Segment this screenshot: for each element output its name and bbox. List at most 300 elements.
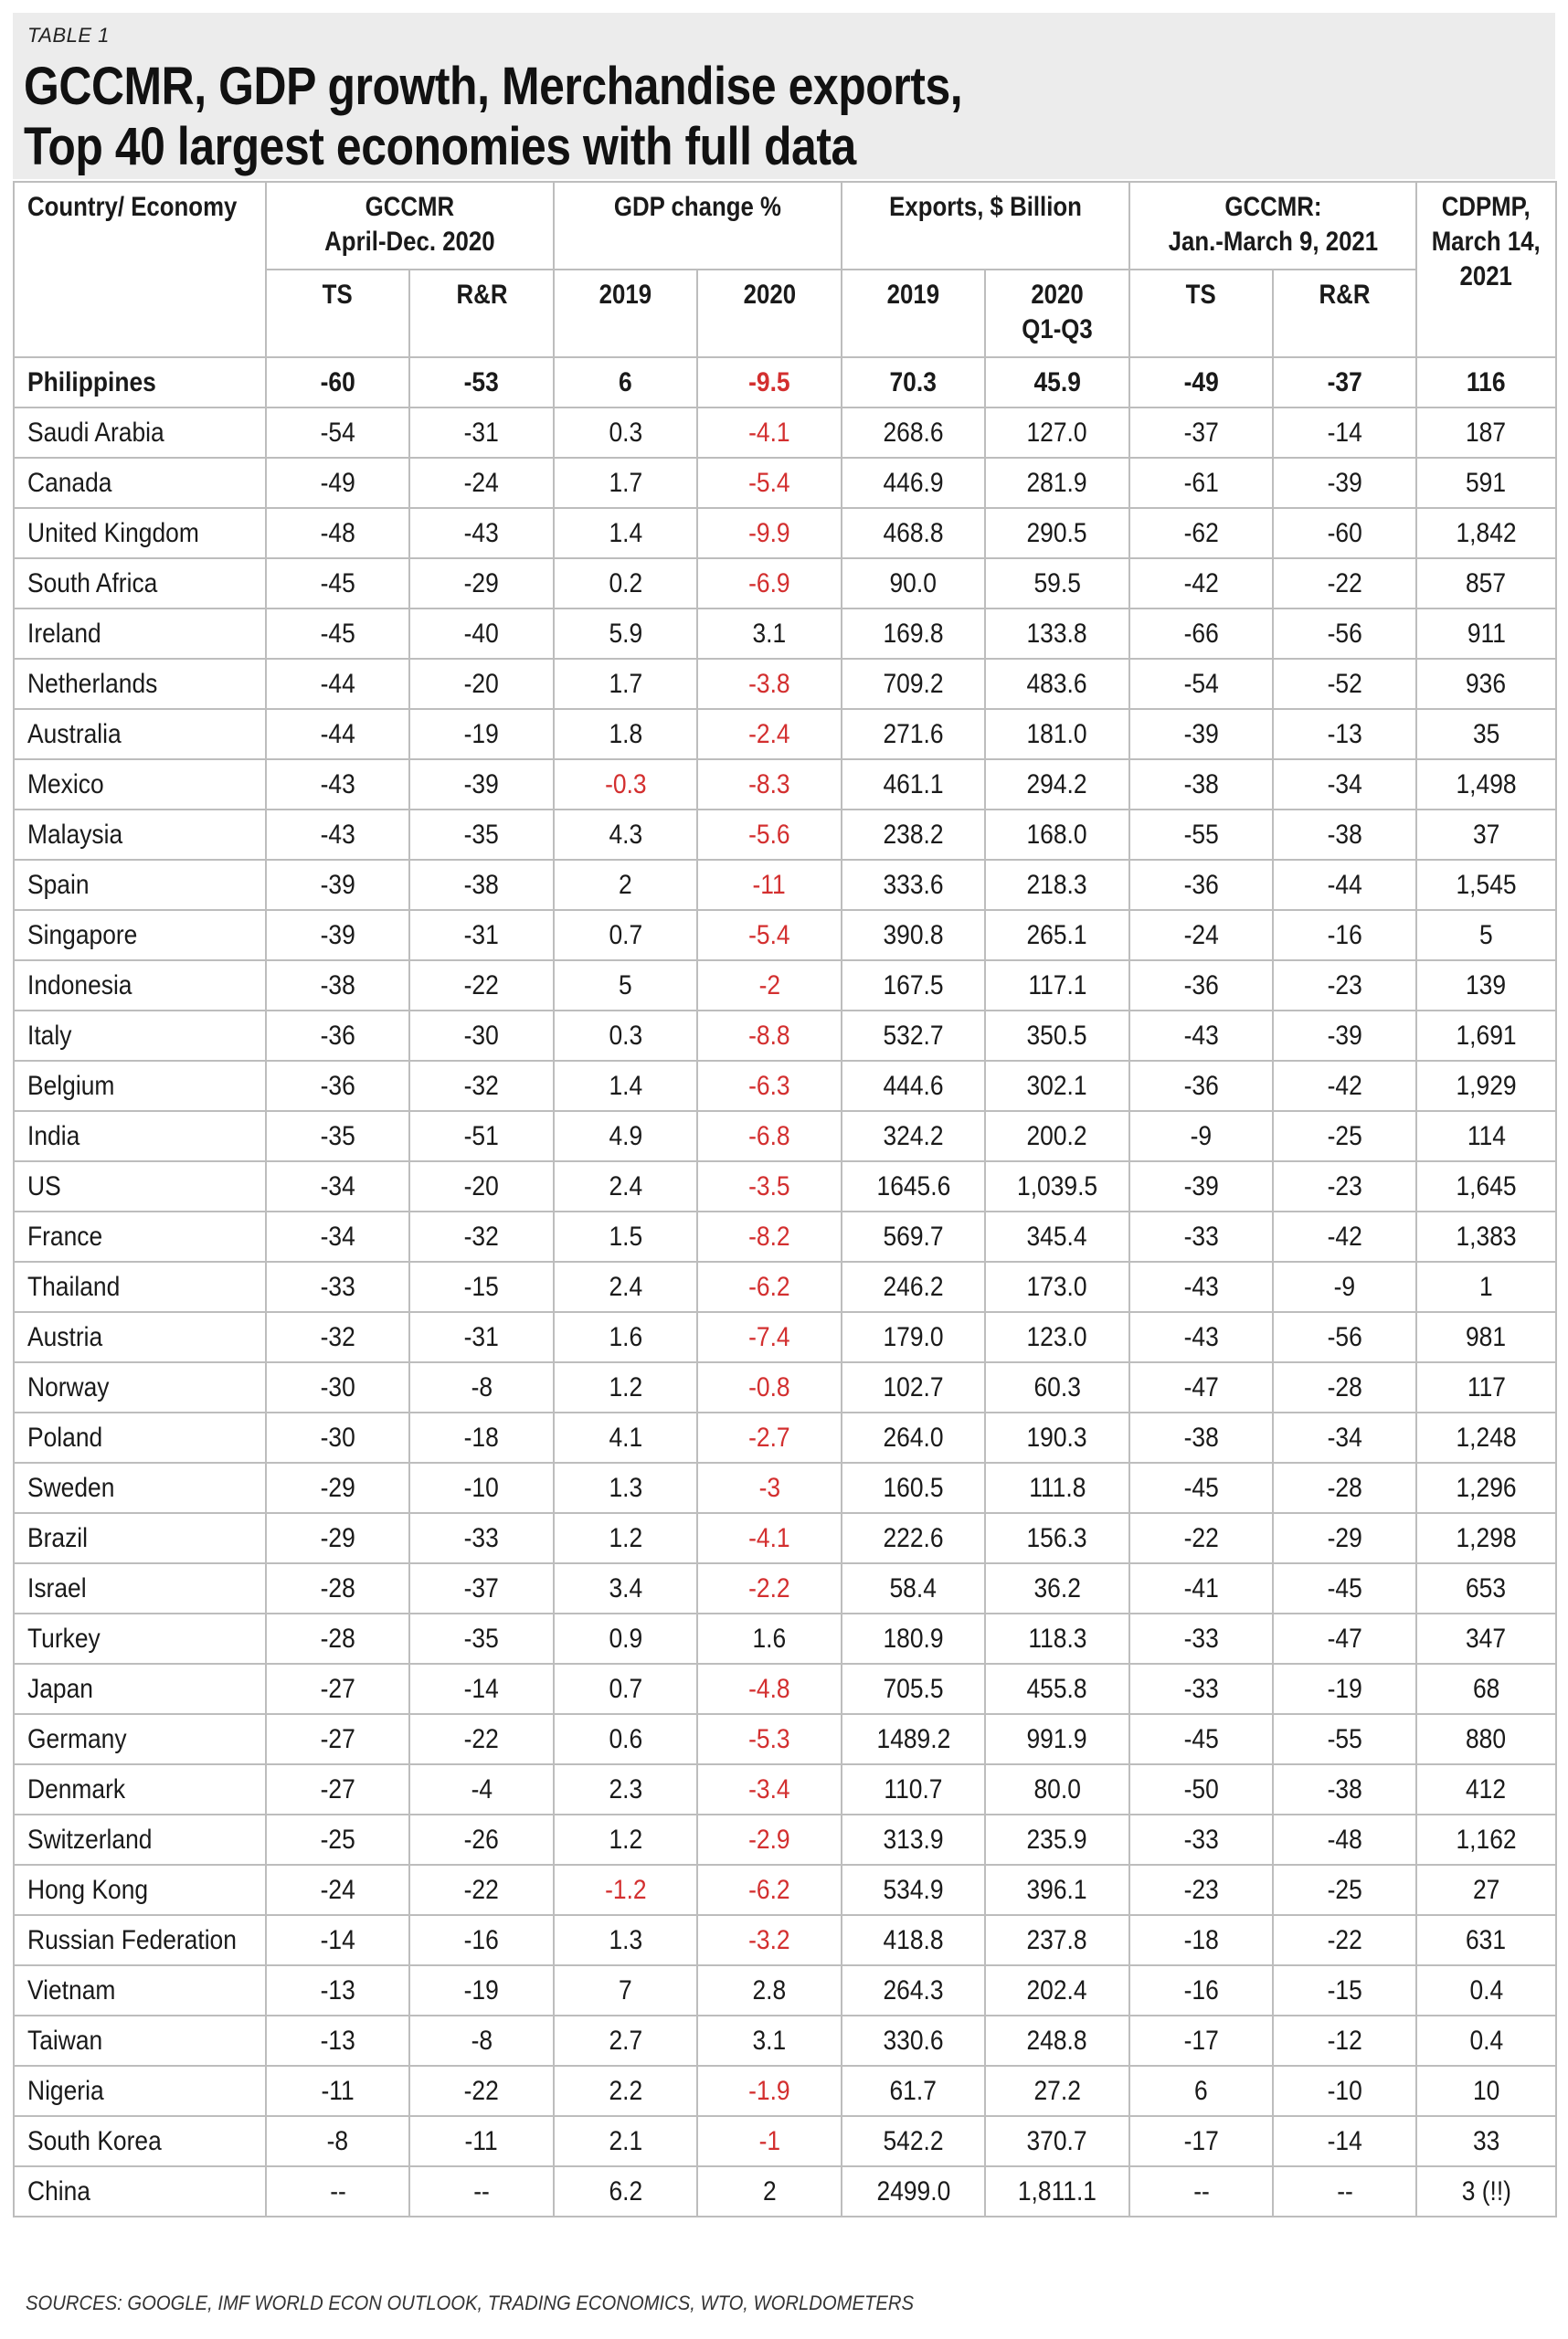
cell-gccmr-2021-ts: 6 <box>1129 2066 1273 2116</box>
cell-gccmr-2020-rr: -53 <box>409 357 554 407</box>
cell-exports-2020-q1-q3: 345.4 <box>985 1212 1129 1262</box>
cell-cdpmp: 1,383 <box>1416 1212 1556 1262</box>
cell-exports-2019: 390.8 <box>842 910 985 960</box>
cell-gdp-2019: 1.8 <box>554 709 697 759</box>
table-row <box>14 2166 1556 2217</box>
cell-gccmr-2021-ts: -41 <box>1129 1563 1273 1614</box>
cell-exports-2019: 444.6 <box>842 1061 985 1111</box>
cell-gccmr-2020-ts: -39 <box>266 860 409 910</box>
cell-exports-2019: 61.7 <box>842 2066 985 2116</box>
cell-cdpmp: 1,298 <box>1416 1513 1556 1563</box>
cell-cdpmp: 3 (!!) <box>1416 2166 1556 2217</box>
cell-gccmr-2021-ts: -36 <box>1129 1061 1273 1111</box>
cell-country: Sweden <box>14 1463 266 1513</box>
cell-exports-2020-q1-q3: 36.2 <box>985 1563 1129 1614</box>
cell-gdp-2020: 2 <box>697 2166 842 2217</box>
cell-country: Malaysia <box>14 810 266 860</box>
cell-exports-2019: 333.6 <box>842 860 985 910</box>
cell-gdp-2020: -5.4 <box>697 910 842 960</box>
cell-gccmr-2020-ts: -29 <box>266 1513 409 1563</box>
table-row <box>14 2016 1556 2066</box>
cell-gccmr-2021-ts: -9 <box>1129 1111 1273 1161</box>
cell-gccmr-2021-ts: -61 <box>1129 458 1273 508</box>
table-row <box>14 1714 1556 1764</box>
cell-exports-2020-q1-q3: 991.9 <box>985 1714 1129 1764</box>
cell-gdp-2019: 1.5 <box>554 1212 697 1262</box>
cell-gccmr-2021-ts: -33 <box>1129 1664 1273 1714</box>
cell-exports-2020-q1-q3: 123.0 <box>985 1312 1129 1362</box>
cell-gccmr-2020-rr: -14 <box>409 1664 554 1714</box>
cell-gccmr-2020-ts: -43 <box>266 759 409 810</box>
cell-gdp-2020: -4.1 <box>697 1513 842 1563</box>
cell-cdpmp: 1,645 <box>1416 1161 1556 1212</box>
cell-exports-2019: 169.8 <box>842 609 985 659</box>
cell-gccmr-2020-rr: -8 <box>409 2016 554 2066</box>
table-row <box>14 609 1556 659</box>
table-row <box>14 1262 1556 1312</box>
cell-gccmr-2021-ts: -33 <box>1129 1614 1273 1664</box>
cell-gccmr-2021-ts: -43 <box>1129 1262 1273 1312</box>
cell-gdp-2019: 0.3 <box>554 407 697 458</box>
cell-gccmr-2021-rr: -25 <box>1273 1865 1416 1915</box>
table-row <box>14 2116 1556 2166</box>
cell-gdp-2019: 1.3 <box>554 1915 697 1965</box>
cell-cdpmp: 37 <box>1416 810 1556 860</box>
cell-gccmr-2020-rr: -33 <box>409 1513 554 1563</box>
cell-exports-2020-q1-q3: 133.8 <box>985 609 1129 659</box>
cell-exports-2020-q1-q3: 181.0 <box>985 709 1129 759</box>
cell-gccmr-2021-ts: -22 <box>1129 1513 1273 1563</box>
cell-gccmr-2020-rr: -15 <box>409 1262 554 1312</box>
cell-gccmr-2021-rr: -25 <box>1273 1111 1416 1161</box>
cell-gccmr-2020-rr: -22 <box>409 960 554 1011</box>
cell-gccmr-2020-rr: -35 <box>409 810 554 860</box>
cell-gccmr-2021-ts: -16 <box>1129 1965 1273 2016</box>
cell-gdp-2020: -2.7 <box>697 1413 842 1463</box>
cell-gccmr-2020-ts: -49 <box>266 458 409 508</box>
cell-gdp-2020: -6.2 <box>697 1865 842 1915</box>
table-row <box>14 2066 1556 2116</box>
cell-gccmr-2020-ts: -45 <box>266 558 409 609</box>
title-line-2: Top 40 largest economies with full data <box>24 117 856 176</box>
table-row <box>14 357 1556 407</box>
cell-gccmr-2021-rr: -34 <box>1273 759 1416 810</box>
cell-cdpmp: 1,545 <box>1416 860 1556 910</box>
cell-gccmr-2020-ts: -39 <box>266 910 409 960</box>
cell-gdp-2019: 1.2 <box>554 1815 697 1865</box>
cell-exports-2019: 446.9 <box>842 458 985 508</box>
cell-exports-2020-q1-q3: 235.9 <box>985 1815 1129 1865</box>
cell-gdp-2019: 2.4 <box>554 1161 697 1212</box>
cell-gdp-2019: 3.4 <box>554 1563 697 1614</box>
cell-gccmr-2020-rr: -16 <box>409 1915 554 1965</box>
cell-country: Singapore <box>14 910 266 960</box>
cell-gccmr-2021-ts: -24 <box>1129 910 1273 960</box>
table-row <box>14 860 1556 910</box>
cell-gccmr-2020-rr: -35 <box>409 1614 554 1664</box>
subheader-ts-2020: TS <box>266 270 409 357</box>
cell-gccmr-2020-rr: -26 <box>409 1815 554 1865</box>
subheader-rr-2020: R&R <box>409 270 554 357</box>
cell-gdp-2020: 3.1 <box>697 2016 842 2066</box>
cell-gccmr-2020-rr: -31 <box>409 407 554 458</box>
cell-gdp-2020: -8.2 <box>697 1212 842 1262</box>
cell-gccmr-2021-ts: -39 <box>1129 1161 1273 1212</box>
cell-gccmr-2021-rr: -23 <box>1273 960 1416 1011</box>
table-label: TABLE 1 <box>27 24 110 47</box>
table-row <box>14 407 1556 458</box>
cell-exports-2019: 167.5 <box>842 960 985 1011</box>
cell-gccmr-2020-ts: -25 <box>266 1815 409 1865</box>
header-exports: Exports, $ Billion <box>842 182 1129 270</box>
cell-cdpmp: 10 <box>1416 2066 1556 2116</box>
cell-gccmr-2020-ts: -13 <box>266 2016 409 2066</box>
cell-exports-2020-q1-q3: 202.4 <box>985 1965 1129 2016</box>
cell-gccmr-2020-rr: -31 <box>409 910 554 960</box>
cell-exports-2019: 330.6 <box>842 2016 985 2066</box>
cell-exports-2020-q1-q3: 173.0 <box>985 1262 1129 1312</box>
cell-gdp-2020: -3 <box>697 1463 842 1513</box>
table-row <box>14 709 1556 759</box>
cell-country: Canada <box>14 458 266 508</box>
cell-country: Ireland <box>14 609 266 659</box>
cell-country: Turkey <box>14 1614 266 1664</box>
cell-gccmr-2021-ts: -45 <box>1129 1463 1273 1513</box>
table-row <box>14 1815 1556 1865</box>
cell-gdp-2019: 7 <box>554 1965 697 2016</box>
cell-gccmr-2021-ts: -38 <box>1129 1413 1273 1463</box>
cell-gdp-2020: -6.9 <box>697 558 842 609</box>
cell-gdp-2020: -7.4 <box>697 1312 842 1362</box>
cell-exports-2019: 569.7 <box>842 1212 985 1262</box>
cell-gccmr-2021-ts: -17 <box>1129 2016 1273 2066</box>
cell-gccmr-2020-ts: -44 <box>266 709 409 759</box>
cell-country: Austria <box>14 1312 266 1362</box>
cell-gccmr-2020-ts: -28 <box>266 1563 409 1614</box>
cell-gccmr-2021-rr: -19 <box>1273 1664 1416 1714</box>
cell-country: France <box>14 1212 266 1262</box>
cell-gccmr-2020-rr: -8 <box>409 1362 554 1413</box>
cell-gccmr-2020-rr: -32 <box>409 1061 554 1111</box>
table-row <box>14 558 1556 609</box>
cell-gccmr-2021-rr: -15 <box>1273 1965 1416 2016</box>
cell-exports-2019: 222.6 <box>842 1513 985 1563</box>
cell-gccmr-2021-rr: -28 <box>1273 1362 1416 1413</box>
cell-gdp-2020: -6.2 <box>697 1262 842 1312</box>
cell-gccmr-2021-rr: -13 <box>1273 709 1416 759</box>
cell-gccmr-2020-rr: -19 <box>409 1965 554 2016</box>
title-line-1: GCCMR, GDP growth, Merchandise exports, <box>24 57 963 116</box>
cell-exports-2019: 70.3 <box>842 357 985 407</box>
cell-exports-2020-q1-q3: 127.0 <box>985 407 1129 458</box>
cell-gdp-2019: 0.2 <box>554 558 697 609</box>
cell-gccmr-2020-ts: -43 <box>266 810 409 860</box>
cell-gccmr-2020-rr: -20 <box>409 1161 554 1212</box>
cell-gccmr-2021-rr: -47 <box>1273 1614 1416 1664</box>
cell-gccmr-2020-ts: -38 <box>266 960 409 1011</box>
cell-gdp-2019: 1.2 <box>554 1513 697 1563</box>
header-country: Country/ Economy <box>14 182 266 357</box>
cell-cdpmp: 114 <box>1416 1111 1556 1161</box>
cell-gccmr-2021-ts: -66 <box>1129 609 1273 659</box>
cell-gccmr-2020-rr: -51 <box>409 1111 554 1161</box>
cell-country: South Africa <box>14 558 266 609</box>
cell-gccmr-2021-ts: -45 <box>1129 1714 1273 1764</box>
subheader-gdp-2019: 2019 <box>554 270 697 357</box>
cell-gccmr-2021-rr: -55 <box>1273 1714 1416 1764</box>
cell-country: Switzerland <box>14 1815 266 1865</box>
subheader-exports-2020: 2020 Q1-Q3 <box>985 270 1129 357</box>
cell-gccmr-2020-ts: -44 <box>266 659 409 709</box>
cell-exports-2019: 58.4 <box>842 1563 985 1614</box>
cell-gccmr-2021-ts: -36 <box>1129 960 1273 1011</box>
cell-exports-2019: 461.1 <box>842 759 985 810</box>
cell-gccmr-2021-rr: -23 <box>1273 1161 1416 1212</box>
cell-exports-2020-q1-q3: 1,811.1 <box>985 2166 1129 2217</box>
cell-gdp-2020: -9.9 <box>697 508 842 558</box>
cell-gdp-2020: -3.5 <box>697 1161 842 1212</box>
data-table <box>13 181 1557 2217</box>
cell-exports-2020-q1-q3: 218.3 <box>985 860 1129 910</box>
cell-gccmr-2021-rr: -22 <box>1273 1915 1416 1965</box>
cell-gccmr-2021-rr: -14 <box>1273 407 1416 458</box>
cell-cdpmp: 1,929 <box>1416 1061 1556 1111</box>
cell-gccmr-2020-rr: -38 <box>409 860 554 910</box>
table-row <box>14 1614 1556 1664</box>
cell-gdp-2020: 3.1 <box>697 609 842 659</box>
table-row <box>14 1965 1556 2016</box>
cell-gdp-2019: 0.6 <box>554 1714 697 1764</box>
cell-gdp-2019: 0.9 <box>554 1614 697 1664</box>
cell-gdp-2019: 5 <box>554 960 697 1011</box>
cell-country: China <box>14 2166 266 2217</box>
cell-gdp-2020: -3.8 <box>697 659 842 709</box>
cell-exports-2019: 102.7 <box>842 1362 985 1413</box>
page-title <box>24 57 1281 177</box>
cell-gccmr-2021-rr: -10 <box>1273 2066 1416 2116</box>
cell-gccmr-2021-rr: -37 <box>1273 357 1416 407</box>
cell-exports-2019: 542.2 <box>842 2116 985 2166</box>
cell-gdp-2019: 1.3 <box>554 1463 697 1513</box>
cell-country: Norway <box>14 1362 266 1413</box>
cell-cdpmp: 117 <box>1416 1362 1556 1413</box>
cell-gccmr-2021-rr: -52 <box>1273 659 1416 709</box>
cell-exports-2020-q1-q3: 190.3 <box>985 1413 1129 1463</box>
cell-gccmr-2021-ts: -36 <box>1129 860 1273 910</box>
cell-country: Australia <box>14 709 266 759</box>
cell-country: Vietnam <box>14 1965 266 2016</box>
cell-gdp-2020: 2.8 <box>697 1965 842 2016</box>
cell-gdp-2020: -4.8 <box>697 1664 842 1714</box>
cell-gccmr-2020-ts: -54 <box>266 407 409 458</box>
cell-country: Philippines <box>14 357 266 407</box>
table-row <box>14 1312 1556 1362</box>
cell-gccmr-2021-rr: -34 <box>1273 1413 1416 1463</box>
cell-exports-2020-q1-q3: 80.0 <box>985 1764 1129 1815</box>
cell-country: South Korea <box>14 2116 266 2166</box>
table-row <box>14 910 1556 960</box>
cell-cdpmp: 116 <box>1416 357 1556 407</box>
cell-cdpmp: 880 <box>1416 1714 1556 1764</box>
header-gdp-change: GDP change % <box>554 182 842 270</box>
cell-gccmr-2020-rr: -19 <box>409 709 554 759</box>
cell-exports-2019: 179.0 <box>842 1312 985 1362</box>
table-body <box>14 357 1556 2217</box>
cell-cdpmp: 631 <box>1416 1915 1556 1965</box>
cell-gccmr-2020-ts: -30 <box>266 1362 409 1413</box>
cell-gccmr-2020-rr: -30 <box>409 1011 554 1061</box>
cell-gccmr-2021-rr: -42 <box>1273 1212 1416 1262</box>
cell-exports-2019: 313.9 <box>842 1815 985 1865</box>
cell-cdpmp: 139 <box>1416 960 1556 1011</box>
cell-exports-2019: 110.7 <box>842 1764 985 1815</box>
cell-gccmr-2021-ts: -17 <box>1129 2116 1273 2166</box>
cell-gdp-2020: -9.5 <box>697 357 842 407</box>
cell-exports-2020-q1-q3: 265.1 <box>985 910 1129 960</box>
cell-gccmr-2020-rr: -40 <box>409 609 554 659</box>
subheader-gdp-2020: 2020 <box>697 270 842 357</box>
cell-gccmr-2021-rr: -44 <box>1273 860 1416 910</box>
cell-exports-2020-q1-q3: 59.5 <box>985 558 1129 609</box>
cell-gccmr-2020-ts: -30 <box>266 1413 409 1463</box>
cell-country: Poland <box>14 1413 266 1463</box>
table-row <box>14 659 1556 709</box>
cell-gccmr-2021-rr: -22 <box>1273 558 1416 609</box>
cell-exports-2020-q1-q3: 1,039.5 <box>985 1161 1129 1212</box>
cell-gccmr-2021-ts: -42 <box>1129 558 1273 609</box>
subheader-rr-2021: R&R <box>1273 270 1416 357</box>
cell-exports-2020-q1-q3: 455.8 <box>985 1664 1129 1714</box>
cell-exports-2019: 709.2 <box>842 659 985 709</box>
cell-gccmr-2021-rr: -48 <box>1273 1815 1416 1865</box>
cell-gccmr-2020-ts: -36 <box>266 1011 409 1061</box>
cell-exports-2019: 705.5 <box>842 1664 985 1714</box>
cell-gccmr-2020-ts: -- <box>266 2166 409 2217</box>
sources-note: SOURCES: GOOGLE, IMF WORLD ECON OUTLOOK, TRADING ECONOMICS, WTO, WORLDOMETERS <box>26 2291 914 2314</box>
cell-exports-2020-q1-q3: 281.9 <box>985 458 1129 508</box>
cell-gccmr-2021-ts: -62 <box>1129 508 1273 558</box>
cell-gccmr-2020-ts: -35 <box>266 1111 409 1161</box>
cell-gccmr-2021-rr: -38 <box>1273 810 1416 860</box>
table-row <box>14 1563 1556 1614</box>
cell-cdpmp: 27 <box>1416 1865 1556 1915</box>
cell-exports-2019: 246.2 <box>842 1262 985 1312</box>
cell-gdp-2019: 2.1 <box>554 2116 697 2166</box>
cell-gccmr-2021-ts: -47 <box>1129 1362 1273 1413</box>
cell-gccmr-2021-ts: -23 <box>1129 1865 1273 1915</box>
cell-exports-2019: 324.2 <box>842 1111 985 1161</box>
cell-cdpmp: 347 <box>1416 1614 1556 1664</box>
cell-gccmr-2020-rr: -32 <box>409 1212 554 1262</box>
cell-exports-2020-q1-q3: 370.7 <box>985 2116 1129 2166</box>
cell-gdp-2019: -1.2 <box>554 1865 697 1915</box>
cell-gdp-2020: -1 <box>697 2116 842 2166</box>
cell-gccmr-2020-rr: -29 <box>409 558 554 609</box>
cell-country: Japan <box>14 1664 266 1714</box>
table-row <box>14 1513 1556 1563</box>
cell-gccmr-2021-rr: -12 <box>1273 2016 1416 2066</box>
cell-cdpmp: 1,691 <box>1416 1011 1556 1061</box>
cell-gccmr-2020-ts: -27 <box>266 1664 409 1714</box>
cell-country: Brazil <box>14 1513 266 1563</box>
cell-gccmr-2020-ts: -27 <box>266 1764 409 1815</box>
cell-cdpmp: 653 <box>1416 1563 1556 1614</box>
cell-exports-2019: 160.5 <box>842 1463 985 1513</box>
cell-exports-2020-q1-q3: 290.5 <box>985 508 1129 558</box>
cell-country: Denmark <box>14 1764 266 1815</box>
table-row <box>14 1061 1556 1111</box>
cell-gccmr-2020-ts: -29 <box>266 1463 409 1513</box>
cell-gccmr-2020-rr: -39 <box>409 759 554 810</box>
cell-gdp-2019: 5.9 <box>554 609 697 659</box>
cell-country: Italy <box>14 1011 266 1061</box>
cell-exports-2019: 468.8 <box>842 508 985 558</box>
table-row <box>14 1764 1556 1815</box>
cell-gccmr-2020-ts: -28 <box>266 1614 409 1664</box>
cell-country: Russian Federation <box>14 1915 266 1965</box>
cell-cdpmp: 1 <box>1416 1262 1556 1312</box>
cell-exports-2020-q1-q3: 111.8 <box>985 1463 1129 1513</box>
cell-gccmr-2020-rr: -4 <box>409 1764 554 1815</box>
cell-gccmr-2020-ts: -48 <box>266 508 409 558</box>
cell-gdp-2019: 2 <box>554 860 697 910</box>
cell-gccmr-2020-ts: -34 <box>266 1161 409 1212</box>
cell-gccmr-2020-rr: -20 <box>409 659 554 709</box>
cell-cdpmp: 981 <box>1416 1312 1556 1362</box>
cell-gdp-2019: 2.2 <box>554 2066 697 2116</box>
table-row <box>14 960 1556 1011</box>
cell-exports-2019: 534.9 <box>842 1865 985 1915</box>
cell-gccmr-2020-ts: -60 <box>266 357 409 407</box>
cell-cdpmp: 0.4 <box>1416 2016 1556 2066</box>
cell-gdp-2019: 2.3 <box>554 1764 697 1815</box>
cell-country: Hong Kong <box>14 1865 266 1915</box>
table-row <box>14 1362 1556 1413</box>
cell-exports-2020-q1-q3: 200.2 <box>985 1111 1129 1161</box>
cell-exports-2019: 264.0 <box>842 1413 985 1463</box>
table-row <box>14 1915 1556 1965</box>
cell-exports-2019: 1645.6 <box>842 1161 985 1212</box>
cell-country: Saudi Arabia <box>14 407 266 458</box>
cell-gccmr-2020-rr: -11 <box>409 2116 554 2166</box>
cell-gdp-2020: -2 <box>697 960 842 1011</box>
cell-gccmr-2021-ts: -33 <box>1129 1212 1273 1262</box>
header-gccmr-2020: GCCMR April-Dec. 2020 <box>266 182 554 270</box>
cell-gccmr-2020-ts: -45 <box>266 609 409 659</box>
cell-gccmr-2021-rr: -42 <box>1273 1061 1416 1111</box>
subheader-exports-2019: 2019 <box>842 270 985 357</box>
cell-gdp-2020: -8.8 <box>697 1011 842 1061</box>
cell-exports-2020-q1-q3: 248.8 <box>985 2016 1129 2066</box>
table-row <box>14 1212 1556 1262</box>
cell-cdpmp: 1,498 <box>1416 759 1556 810</box>
cell-cdpmp: 1,162 <box>1416 1815 1556 1865</box>
header-cdpmp: CDPMP, March 14, 2021 <box>1416 182 1556 357</box>
cell-exports-2019: 264.3 <box>842 1965 985 2016</box>
cell-country: Thailand <box>14 1262 266 1312</box>
cell-gccmr-2021-rr: -39 <box>1273 458 1416 508</box>
cell-country: Spain <box>14 860 266 910</box>
cell-cdpmp: 412 <box>1416 1764 1556 1815</box>
cell-gccmr-2020-rr: -10 <box>409 1463 554 1513</box>
cell-gccmr-2021-ts: -33 <box>1129 1815 1273 1865</box>
cell-gccmr-2021-rr: -16 <box>1273 910 1416 960</box>
cell-country: Taiwan <box>14 2016 266 2066</box>
cell-exports-2020-q1-q3: 45.9 <box>985 357 1129 407</box>
cell-exports-2019: 532.7 <box>842 1011 985 1061</box>
cell-gccmr-2021-ts: -55 <box>1129 810 1273 860</box>
cell-gdp-2019: 1.6 <box>554 1312 697 1362</box>
